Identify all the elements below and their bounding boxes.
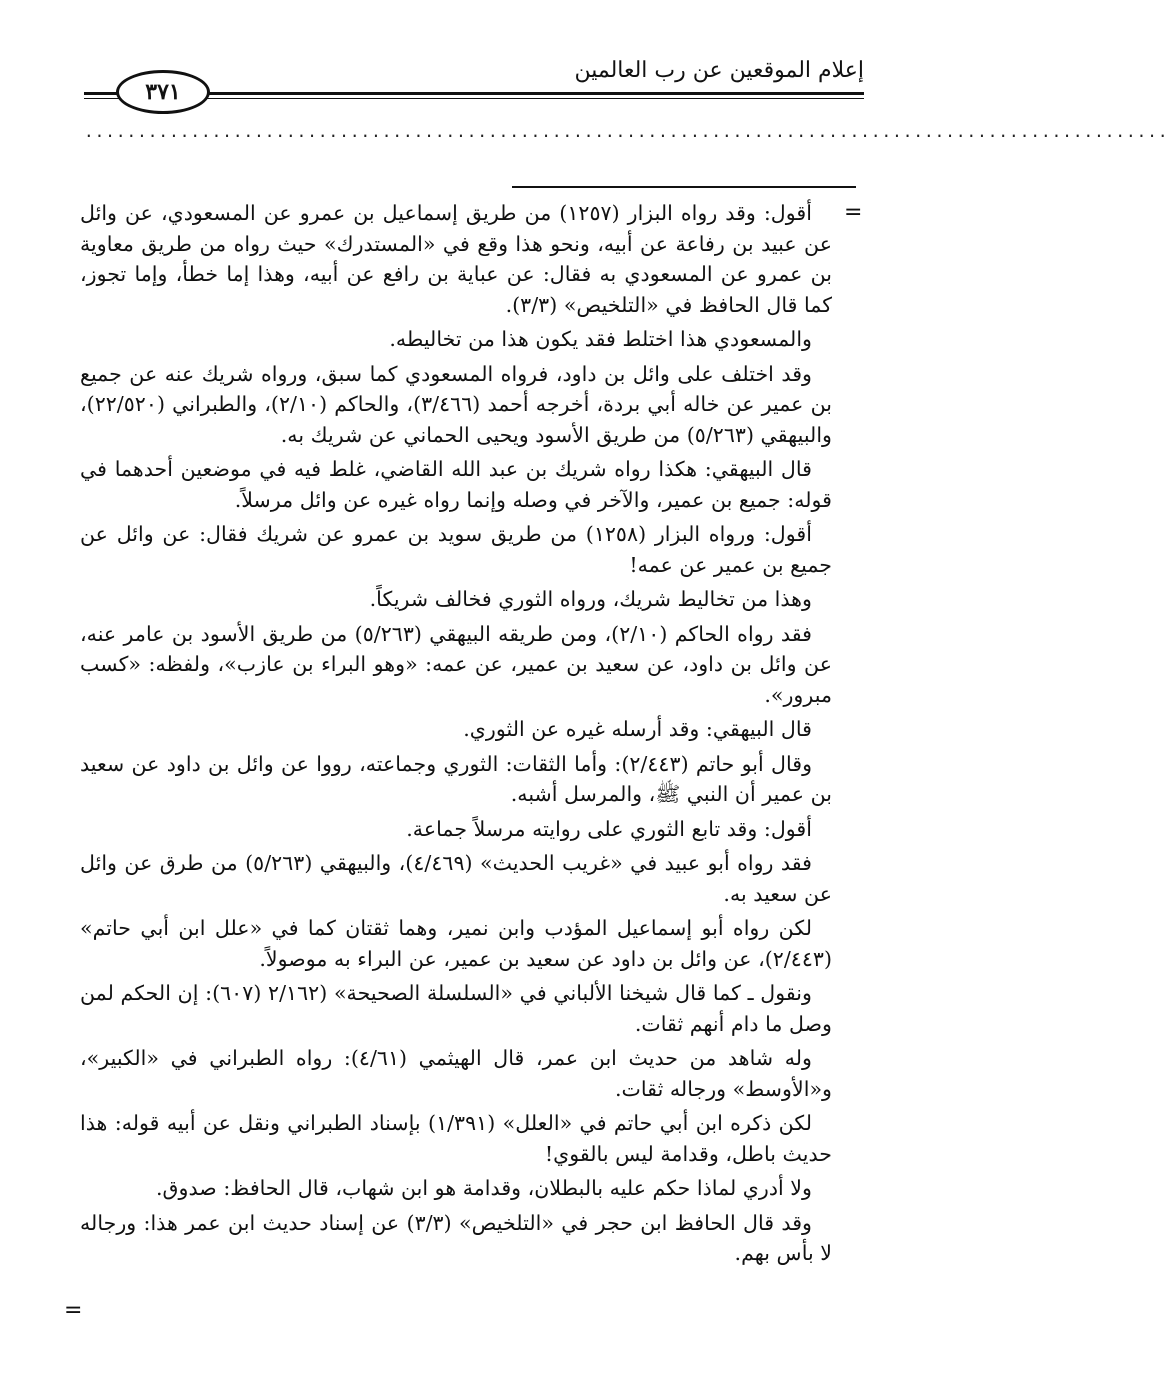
- footnote-text: [80, 198, 832, 1273]
- paragraph: قال البيهقي: هكذا رواه شريك بن عبد الله القاضي، غلط فيه في موضعين أحدهما في قوله: جميع بن عمير، والآخر في وصله وإنما رواه غيره عن وائل مرسلاً.: [80, 457, 832, 512]
- paragraph: وقد قال الحافظ ابن حجر في «التلخيص» (٣/٣) عن إسناد حديث ابن عمر هذا: ورجاله لا بأس بهم.: [80, 1210, 832, 1265]
- page-number-badge: [116, 70, 210, 114]
- paragraph: أقول: وقد رواه البزار (١٢٥٧) من طريق إسماعيل بن عمرو عن المسعودي، عن وائل عن عبيد بن رفاعة عن أبيه، ونحو هذا وقع في «المستدرك» حيث رواه من طريق معاوية بن عمرو عن المسعودي به فقال: عن عباية بن رافع عن أبيه، وهذا إما خطأ، وإما تجوز، كما قال الحافظ في «التلخيص» (٣/٣).: [80, 201, 832, 317]
- paragraph: وقال أبو حاتم (٢/٤٤٣): وأما الثقات: الثوري وجماعته، رووا عن وائل بن داود عن سعيد بن عمير أن النبي ﷺ، والمرسل أشبه.: [80, 751, 832, 806]
- paragraph: وهذا من تخاليط شريك، ورواه الثوري فخالف شريكاً.: [369, 587, 812, 611]
- paragraph: والمسعودي هذا اختلط فقد يكون هذا من تخاليطه.: [389, 327, 812, 351]
- continuation-mark-bottom: =: [64, 1298, 83, 1323]
- paragraph: فقد رواه أبو عبيد في «غريب الحديث» (٤/٤٦٩)، والبيهقي (٥/٢٦٣) من طرق عن وائل عن سعيد به.: [80, 851, 832, 906]
- continuation-mark-top: =: [844, 200, 863, 225]
- paragraph: ونقول ـ كما قال شيخنا الألباني في «السلسلة الصحيحة» (٢/١٦٢ (٦٠٧): إن الحكم لمن وصل ما دام أنهم ثقات.: [80, 981, 832, 1036]
- page-header: [84, 40, 864, 110]
- paragraph: لكن رواه أبو إسماعيل المؤدب وابن نمير، وهما ثقتان كما في «علل ابن أبي حاتم» (٢/٤٤٣)، عن وائل بن داود عن سعيد بن عمير، عن البراء به موصولاً.: [80, 916, 832, 971]
- paragraph: وله شاهد من حديث ابن عمر، قال الهيثمي (٤/٦١): رواه الطبراني في «الكبير»، و«الأوسط» ورجاله ثقات.: [80, 1046, 832, 1101]
- paragraph: وقد اختلف على وائل بن داود، فرواه المسعودي كما سبق، ورواه شريك عنه عن جميع بن عمير عن خاله أبي بردة، أخرجه أحمد (٣/٤٦٦)، والحاكم (٢/١٠)، والطبراني (٢٢/٥٢٠)، والبيهقي (٥/٢٦٣) من طريق الأسود ويحيى الحماني عن شريك به.: [80, 361, 832, 447]
- footnote-rule: [512, 186, 856, 188]
- paragraph: قال البيهقي: وقد أرسله غيره عن الثوري.: [463, 717, 812, 741]
- paragraph: لكن ذكره ابن أبي حاتم في «العلل» (١/٣٩١) بإسناد الطبراني ونقل عن أبيه قوله: هذا حديث باطل، وقدامة ليس بالقوي!: [80, 1111, 832, 1166]
- paragraph: فقد رواه الحاكم (٢/١٠)، ومن طريقه البيهقي (٥/٢٦٣) من طريق الأسود بن عامر عنه، عن وائل بن داود، عن سعيد بن عمير، عن عمه: «وهو البراء بن عازب»، ولفظه: «كسب مبرور».: [80, 621, 832, 707]
- paragraph: أقول: ورواه البزار (١٢٥٨) من طريق سويد بن عمرو عن شريك فقال: عن وائل عن جميع بن عمير عن عمه!: [80, 522, 832, 577]
- page-number: ٣٧١: [145, 79, 181, 105]
- book-title: إعلام الموقعين عن رب العالمين: [574, 58, 864, 83]
- paragraph: ولا أدري لماذا حكم عليه بالبطلان، وقدامة هو ابن شهاب، قال الحافظ: صدوق.: [156, 1176, 812, 1200]
- separator-dots: ......................................................................................................: [84, 122, 1169, 141]
- paragraph: أقول: وقد تابع الثوري على روايته مرسلاً جماعة.: [406, 816, 812, 841]
